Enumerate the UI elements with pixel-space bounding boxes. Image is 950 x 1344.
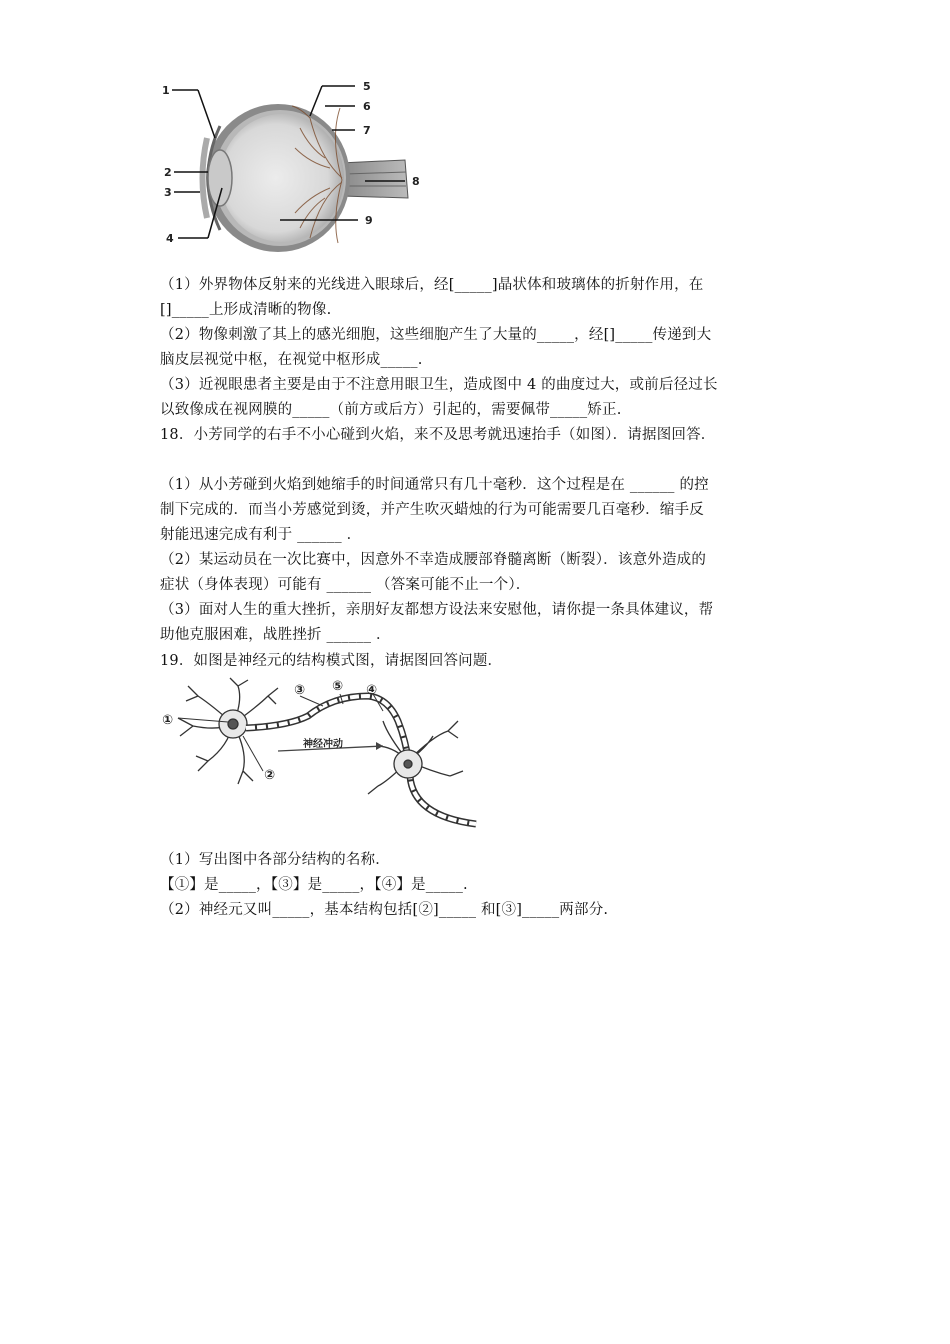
question-19-block — [160, 848, 800, 923]
q18-line-4: （2）某运动员在一次比赛中，因意外不幸造成腰部脊髓离断（断裂）．该意外造成的 — [160, 552, 707, 568]
q17-line-6: 以致像成在视网膜的_____（前方或后方）引起的，需要佩带_____矫正. — [160, 402, 622, 418]
eye-label-1: 1 — [162, 84, 170, 97]
eye-diagram — [160, 78, 430, 253]
q19-line-1: （1）写出图中各部分结构的名称． — [160, 852, 390, 868]
q18-line-5: 症状（身体表现）可能有 ______ （答案可能不止一个）． — [160, 577, 531, 593]
neuron-label-3: ③ — [294, 683, 306, 698]
q18-line-1: （1）从小芳碰到火焰到她缩手的时间通常只有几十毫秒．这个过程是在 ______ 的控 — [160, 477, 709, 493]
impulse-label: 神经冲动 — [303, 739, 343, 750]
q17-line-2: []_____上形成清晰的物像. — [160, 302, 332, 318]
eye-label-9: 9 — [365, 214, 373, 227]
eye-label-7: 7 — [363, 124, 371, 137]
q18-line-3: 射能迅速完成有利于 ______ ． — [160, 527, 362, 543]
eye-label-6: 6 — [363, 100, 371, 113]
neuron-diagram — [158, 676, 483, 836]
neuron-label-4: ④ — [366, 683, 378, 698]
q18-line-6: （3）面对人生的重大挫折，亲朋好友都想方设法来安慰他，请你提一条具体建议，帮 — [160, 602, 714, 618]
q18-line-7: 助他克服困难，战胜挫折 ______ ． — [160, 627, 391, 643]
eye-label-2: 2 — [164, 166, 172, 179]
eye-label-3: 3 — [164, 186, 172, 199]
eye-label-5: 5 — [363, 80, 371, 93]
neuron-label-5: ⑤ — [332, 679, 344, 694]
neuron-label-2: ② — [264, 768, 276, 783]
question-17-block — [160, 273, 800, 423]
q18-line-2: 制下完成的．而当小芳感觉到烫，并产生吹灭蜡烛的行为可能需要几百毫秒．缩手反 — [160, 502, 704, 518]
eye-label-4: 4 — [166, 232, 174, 245]
q17-line-4: 脑皮层视觉中枢，在视觉中枢形成_____. — [160, 352, 423, 368]
question-18-title: 18．小芳同学的右手不小心碰到火焰，来不及思考就迅速抬手（如图）．请据图回答． — [160, 427, 716, 443]
neuron-label-1: ① — [162, 713, 174, 728]
q19-line-3: （2）神经元又叫_____，基本结构包括[②]_____ 和[③]_____两部分. — [160, 902, 609, 918]
question-19-title: 19．如图是神经元的结构模式图，请据图回答问题． — [160, 653, 503, 669]
q17-line-3: （2）物像刺激了其上的感光细胞，这些细胞产生了大量的_____，经[]_____传递到大 — [160, 327, 712, 343]
question-18-block — [160, 473, 800, 648]
q17-line-5: （3）近视眼患者主要是由于不注意用眼卫生，造成图中 4 的曲度过大，或前后径过长 — [160, 377, 718, 393]
q17-line-1: （1）外界物体反射来的光线进入眼球后，经[_____]晶状体和玻璃体的折射作用，在 — [160, 277, 704, 293]
eye-label-8: 8 — [412, 175, 420, 188]
q19-line-2: 【①】是_____，【③】是_____，【④】是_____. — [160, 877, 468, 893]
